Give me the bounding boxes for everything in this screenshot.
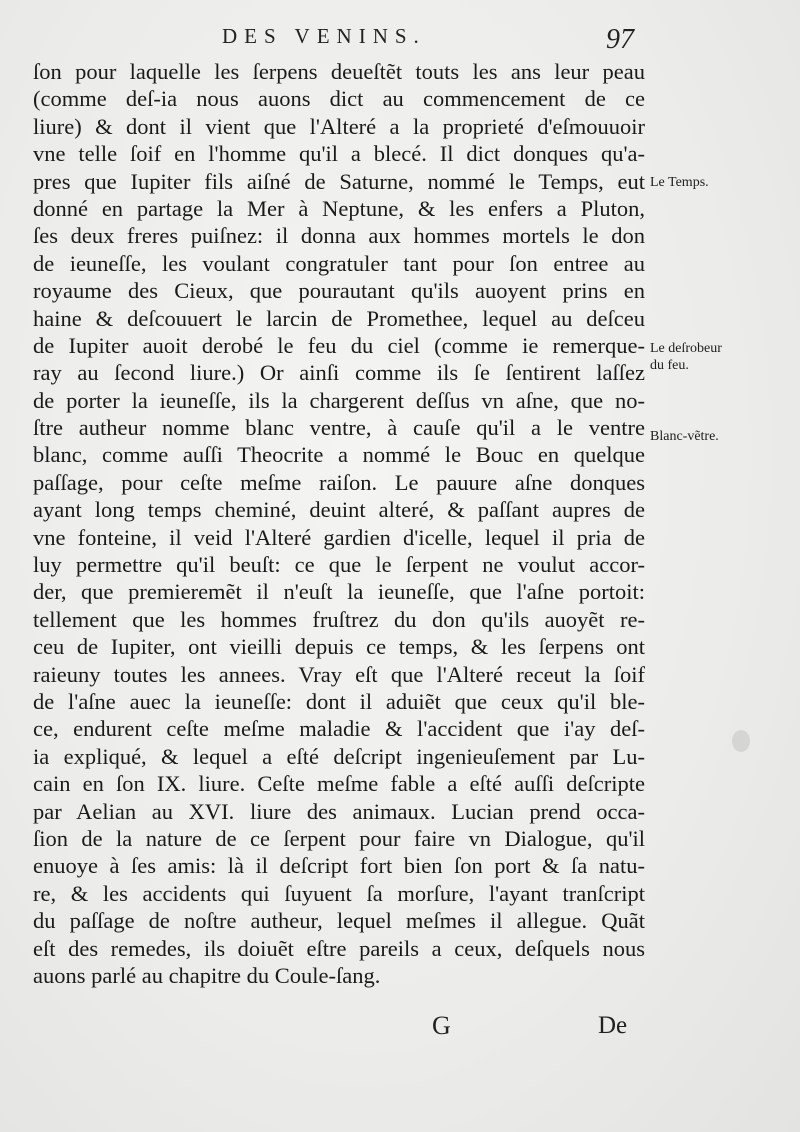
body-text bbox=[33, 58, 645, 989]
margin-note-robeur-line1: Le deſrobeur bbox=[650, 341, 722, 356]
text-line: ray au ſecond liure.) Or ainſi comme ils ſe ſentirent laſſez bbox=[33, 360, 645, 386]
text-line: ia expliqué, & lequel a eſté deſcript ingenieuſement par Lu- bbox=[33, 743, 645, 769]
text-line: paſſage, pour ceſte meſme raiſon. Le pauure aſne donques bbox=[33, 469, 645, 495]
catchword: De bbox=[598, 1012, 628, 1039]
signature-mark: G bbox=[432, 1011, 451, 1040]
margin-note-blanc: Blanc-vẽtre. bbox=[650, 429, 719, 444]
text-line: de Iupiter auoit derobé le feu du ciel (comme ie remerque- bbox=[33, 332, 645, 358]
text-line: royaume des Cieux, que pourautant qu'ils auoyent prins en bbox=[33, 278, 645, 304]
text-line: ceu de Iupiter, ont vieilli depuis ce temps, & les ſerpens ont bbox=[33, 634, 645, 660]
text-line: pres que Iupiter fils aiſné de Saturne, nommé le Temps, eut bbox=[33, 168, 645, 194]
text-line: enuoye à ſes amis: là il deſcript fort bien ſon port & ſa natu- bbox=[33, 853, 645, 879]
margin-note-temps: Le Temps. bbox=[650, 175, 709, 190]
margin-note-robeur bbox=[650, 340, 722, 374]
text-line: ſon pour laquelle les ſerpens deueſtẽt touts les ans leur peau bbox=[33, 59, 645, 84]
text-line: de porter la ieuneſſe, ils la chargerent deſſus vn aſne, que no- bbox=[33, 387, 645, 413]
paper-stain bbox=[732, 730, 750, 752]
text-line: liure) & dont il vient que l'Alteré a la proprieté d'eſmouuoir bbox=[33, 113, 645, 139]
text-line: vne telle ſoif en l'homme qu'il a blecé. Il dict donques qu'a- bbox=[33, 141, 645, 167]
text-line: vne fonteine, il veid l'Alteré gardien d'icelle, lequel il pria de bbox=[33, 524, 645, 550]
text-line-last: auons parlé au chapitre du Coule-ſang. bbox=[33, 962, 381, 988]
running-title: DES VENINS. bbox=[222, 24, 426, 48]
text-line: re, & les accidents qui ſuyuent ſa morſure, l'ayant tranſcript bbox=[33, 880, 645, 906]
text-line: ce, endurent ceſte meſme maladie & l'accident que i'ay deſ- bbox=[33, 716, 645, 742]
text-line: de ieuneſſe, les voulant congratuler tant pour ſon entree au bbox=[33, 250, 645, 276]
text-line: de l'aſne auec la ieuneſſe: dont il aduiẽt que ceux qu'il ble- bbox=[33, 688, 645, 714]
text-line: ſes deux freres puiſnez: il donna aux hommes mortels le don bbox=[33, 223, 645, 249]
margin-note-robeur-line2: du feu. bbox=[650, 358, 689, 373]
text-line: haine & deſcouuert le larcin de Promethee, lequel au deſceu bbox=[33, 305, 645, 331]
text-line: par Aelian au XVI. liure des animaux. Lucian prend occa- bbox=[33, 798, 645, 824]
text-line: der, que premieremẽt il n'euſt la ieuneſſe, que l'aſne portoit: bbox=[33, 579, 645, 605]
text-line: donné en partage la Mer à Neptune, & les enfers a Pluton, bbox=[33, 195, 645, 221]
text-line: ſion de la nature de ce ſerpent pour faire vn Dialogue, qu'il bbox=[33, 825, 645, 851]
text-line: tellement que les hommes fruſtrez du don qu'ils auoyẽt re- bbox=[33, 606, 645, 632]
page-number: 97 bbox=[606, 24, 634, 55]
text-line: eſt des remedes, ils doiuẽt eſtre pareils a ceux, deſquels nous bbox=[33, 935, 645, 961]
text-line: du paſſage de noſtre autheur, lequel meſmes il allegue. Quãt bbox=[33, 908, 645, 934]
text-line: raieuny toutes les annees. Vray eſt que l'Alteré receut la ſoif bbox=[33, 661, 645, 687]
text-line: blanc, comme auſſi Theocrite a nommé le Bouc en quelque bbox=[33, 442, 645, 468]
text-line: (comme deſ-ia nous auons dict au commencement de ce bbox=[33, 86, 645, 112]
text-line: cain en ſon IX. liure. Ceſte meſme fable a eſté auſſi deſcripte bbox=[33, 771, 645, 797]
text-line: ſtre autheur nomme blanc ventre, à cauſe qu'il a le ventre bbox=[33, 415, 645, 441]
text-line: luy permettre qu'il beuſt: ce que le ſerpent ne voulut accor- bbox=[33, 552, 645, 578]
text-line: ayant long temps cheminé, deuint alteré, & paſſant aupres de bbox=[33, 497, 645, 523]
